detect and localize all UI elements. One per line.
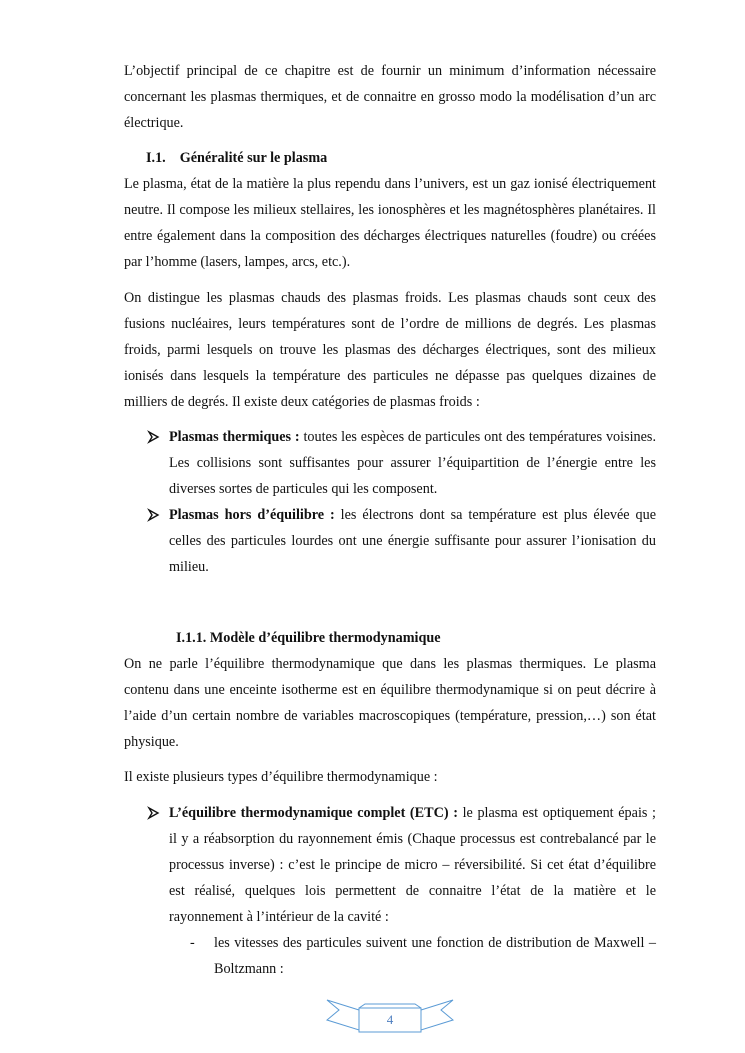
dash-item-text: les vitesses des particules suivent une fonction de distribution de Maxwell – Boltzmann :	[214, 935, 656, 977]
bullet-term: Plasmas thermiques :	[169, 429, 300, 445]
section-number: I.1.	[146, 150, 166, 166]
page-number-ribbon	[325, 996, 455, 1036]
section-heading-1	[146, 145, 327, 171]
bullet-text: L’équilibre thermodynamique complet (ETC) : le plasma est optiquement épais ; il y a réabsorption du rayonnement émis (Chaque processus est contrebalancé par le processus inverse) : c’est le principe de micro – réversibilité. Si cet état d’équilibre est réalisé, quelques lois permettent de connaitre l’état de la matière et le rayonnement à l’intérieur de la cavité :	[169, 805, 657, 925]
arrow-bullet-icon	[146, 502, 162, 528]
subsection-heading: I.1.1. Modèle d’équilibre thermodynamique	[176, 630, 441, 646]
page-number: 4	[386, 1012, 394, 1027]
arrow-bullet-icon	[146, 800, 162, 826]
section1-paragraph-1: Le plasma, état de la matière la plus rependu dans l’univers, est un gaz ionisé électriquement neutre. Il compose les milieux stellaires, les ionosphères et les magnétosphères planétaires. Il entre également dans la composition des décharges électriques naturelles (foudre) ou créées par l’homme (lasers, lampes, arcs, etc.).	[124, 176, 656, 270]
arrow-bullet-icon	[146, 424, 162, 450]
bullet-text: Plasmas hors d’équilibre : les électrons dont sa température est plus élevée que celles des particules lourdes ont une énergie suffisante pour assurer l’ionisation du milieu.	[169, 507, 656, 575]
dash-marker: -	[190, 935, 195, 951]
intro-paragraph: L’objectif principal de ce chapitre est de fournir un minimum d’information nécessaire concernant les plasmas thermiques, et de connaitre en grosso modo la modélisation d’un arc électrique.	[124, 63, 656, 131]
bullet-term: L’équilibre thermodynamique complet (ETC) :	[169, 805, 458, 821]
bullet-text: Plasmas thermiques : toutes les espèces de particules ont des températures voisines. Les collisions sont suffisantes pour assurer l’équipartition de l’énergie entre les diverses sortes de particules qui les composent.	[169, 429, 657, 497]
section1-paragraph-2: On distingue les plasmas chauds des plasmas froids. Les plasmas chauds sont ceux des fusions nucléaires, leurs températures sont de l’ordre de millions de degrés. Les plasmas froids, parmi lesquels on trouve les plasmas des décharges électriques, sont des milieux ionisés dans lesquels la température des particules ne dépasse pas quelques dizaines de milliers de degrés. Il existe deux catégories de plasmas froids :	[124, 290, 656, 410]
bullet-term: Plasmas hors d’équilibre :	[169, 507, 335, 523]
section11-paragraph-2: Il existe plusieurs types d’équilibre thermodynamique :	[124, 769, 438, 785]
section11-paragraph-1: On ne parle l’équilibre thermodynamique que dans les plasmas thermiques. Le plasma contenu dans une enceinte isotherme est en équilibre thermodynamique si on peut décrire à l’aide d’un certain nombre de variables macroscopiques (température, pression,…) son état physique.	[124, 656, 656, 750]
section-title: Généralité sur le plasma	[179, 150, 328, 166]
